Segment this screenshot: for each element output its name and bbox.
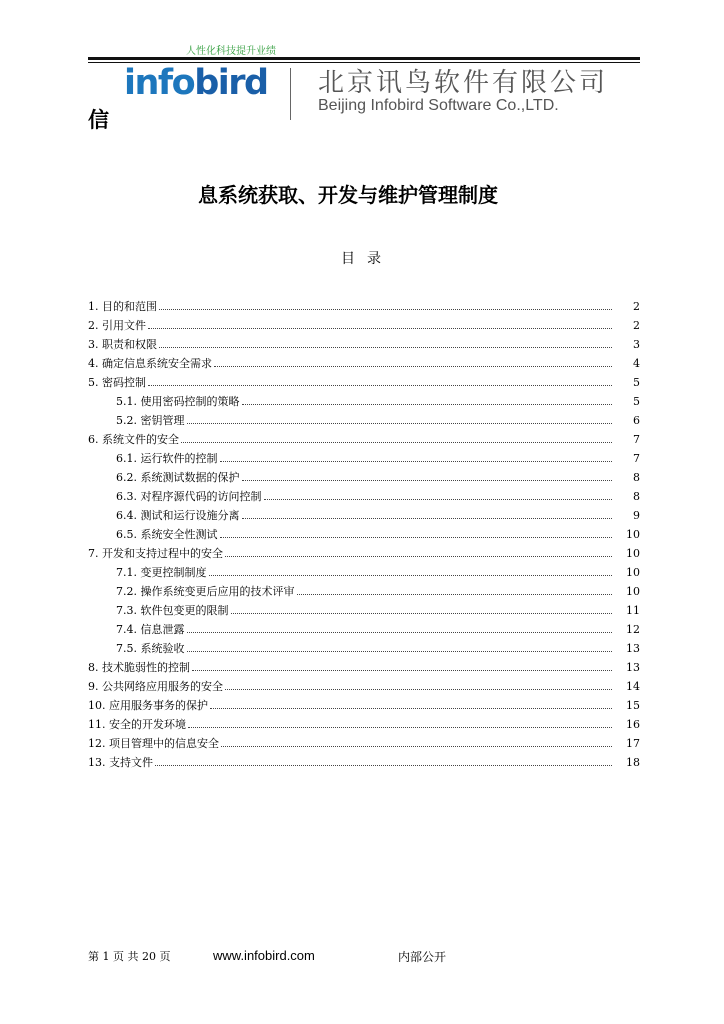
toc-leader-dots [225, 556, 612, 557]
toc-entry-page: 10 [626, 566, 640, 579]
toc-leader-dots [159, 309, 612, 310]
toc-leader-dots [148, 385, 612, 386]
toc-leader-dots [225, 689, 612, 690]
toc-leader-dots [214, 366, 612, 367]
toc-entry[interactable] [88, 332, 640, 351]
toc-entry-page: 16 [626, 718, 640, 731]
toc-leader-dots [297, 594, 613, 595]
company-name-cn: 北京讯鸟软件有限公司 [318, 68, 609, 98]
toc-entry-page: 14 [626, 680, 640, 693]
toc-entry[interactable] [88, 636, 640, 655]
toc-entry[interactable] [88, 674, 640, 693]
toc-entry[interactable] [88, 294, 640, 313]
toc-entry-text: 7.2. 操作系统变更后应用的技术评审 [116, 585, 295, 598]
toc-entry-page: 10 [626, 585, 640, 598]
toc-entry-text: 5.2. 密钥管理 [116, 414, 185, 427]
toc-leader-dots [187, 632, 613, 633]
toc-entry-text: 7.4. 信息泄露 [116, 623, 185, 636]
toc-entry[interactable] [88, 503, 640, 522]
toc-entry[interactable] [88, 522, 640, 541]
toc-entry-page: 17 [626, 737, 640, 750]
toc-entry-text: 7.3. 软件包变更的限制 [116, 604, 229, 617]
header-slogan: 人性化科技提升业绩 [186, 46, 276, 57]
header-rule-thick [88, 57, 640, 60]
toc-leader-dots [192, 670, 612, 671]
toc-leader-dots [209, 575, 613, 576]
toc-leader-dots [148, 328, 612, 329]
toc-entry[interactable] [88, 541, 640, 560]
toc-entry-text: 7.1. 变更控制制度 [116, 566, 207, 579]
toc-entry-text: 10. 应用服务事务的保护 [88, 699, 208, 712]
toc-entry-page: 8 [633, 471, 640, 484]
toc-entry-page: 9 [633, 509, 640, 522]
toc-leader-dots [188, 727, 612, 728]
toc-entry-page: 5 [633, 376, 640, 389]
toc-entry-page: 10 [626, 528, 640, 541]
toc-entry-page: 7 [633, 433, 640, 446]
toc-entry-text: 6.4. 测试和运行设施分离 [116, 509, 240, 522]
toc-entry-text: 9. 公共网络应用服务的安全 [88, 680, 223, 693]
header-divider [290, 68, 291, 120]
logo-info-text: info [124, 63, 195, 103]
toc-entry[interactable] [88, 465, 640, 484]
document-title: 息系统获取、开发与维护管理制度 [198, 183, 498, 207]
toc-entry-page: 5 [633, 395, 640, 408]
toc-leader-dots [242, 404, 613, 405]
toc-entry-page: 10 [626, 547, 640, 560]
toc-entry[interactable] [88, 579, 640, 598]
toc-entry-page: 2 [633, 300, 640, 313]
toc-entry-text: 8. 技术脆弱性的控制 [88, 661, 190, 674]
toc-entry[interactable] [88, 712, 640, 731]
toc-leader-dots [210, 708, 612, 709]
toc-entry[interactable] [88, 351, 640, 370]
toc-entry-text: 1. 目的和范围 [88, 300, 157, 313]
footer-classification: 内部公开 [398, 950, 447, 964]
toc-entry-text: 11. 安全的开发环境 [88, 718, 186, 731]
toc-entry[interactable] [88, 427, 640, 446]
toc-entry-page: 7 [633, 452, 640, 465]
title-first-char: 信 [88, 108, 109, 132]
toc-leader-dots [159, 347, 612, 348]
toc-entry[interactable] [88, 731, 640, 750]
toc-entry-text: 7. 开发和支持过程中的安全 [88, 547, 223, 560]
toc-leader-dots [220, 537, 613, 538]
table-of-contents [88, 294, 640, 769]
infobird-logo [124, 63, 268, 103]
toc-entry-text: 4. 确定信息系统安全需求 [88, 357, 212, 370]
toc-leader-dots [242, 480, 613, 481]
toc-entry-text: 12. 项目管理中的信息安全 [88, 737, 219, 750]
toc-leader-dots [220, 461, 613, 462]
toc-entry-page: 3 [633, 338, 640, 351]
toc-entry[interactable] [88, 693, 640, 712]
toc-entry[interactable] [88, 617, 640, 636]
toc-entry-text: 5. 密码控制 [88, 376, 146, 389]
toc-entry-page: 2 [633, 319, 640, 332]
toc-heading: 目录 [341, 251, 393, 267]
toc-entry[interactable] [88, 389, 640, 408]
toc-entry-text: 6.2. 系统测试数据的保护 [116, 471, 240, 484]
toc-leader-dots [221, 746, 612, 747]
toc-entry-page: 8 [633, 490, 640, 503]
toc-leader-dots [155, 765, 612, 766]
toc-entry-page: 12 [626, 623, 640, 636]
toc-entry-page: 15 [626, 699, 640, 712]
toc-leader-dots [264, 499, 613, 500]
toc-entry-text: 6.3. 对程序源代码的访问控制 [116, 490, 262, 503]
toc-entry[interactable] [88, 655, 640, 674]
toc-entry-text: 2. 引用文件 [88, 319, 146, 332]
toc-entry[interactable] [88, 598, 640, 617]
toc-entry-text: 5.1. 使用密码控制的策略 [116, 395, 240, 408]
toc-leader-dots [187, 651, 613, 652]
toc-entry-text: 13. 支持文件 [88, 756, 153, 769]
toc-entry-page: 13 [626, 661, 640, 674]
toc-leader-dots [231, 613, 613, 614]
toc-entry[interactable] [88, 560, 640, 579]
toc-entry-page: 18 [626, 756, 640, 769]
toc-entry-page: 6 [633, 414, 640, 427]
toc-entry-text: 7.5. 系统验收 [116, 642, 185, 655]
toc-entry[interactable] [88, 313, 640, 332]
toc-entry-text: 6.1. 运行软件的控制 [116, 452, 218, 465]
footer-url[interactable]: www.infobird.com [213, 948, 315, 963]
footer-page-info: 第 1 页 共 20 页 [88, 950, 171, 963]
toc-entry[interactable] [88, 370, 640, 389]
company-name-en: Beijing Infobird Software Co.,LTD. [318, 97, 559, 114]
logo-bird-text: bird [194, 63, 268, 103]
toc-entry-text: 3. 职责和权限 [88, 338, 157, 351]
toc-entry[interactable] [88, 446, 640, 465]
toc-leader-dots [187, 423, 613, 424]
toc-entry-page: 11 [626, 604, 640, 617]
toc-entry-text: 6. 系统文件的安全 [88, 433, 179, 446]
toc-leader-dots [242, 518, 613, 519]
toc-entry-page: 4 [633, 357, 640, 370]
toc-entry-text: 6.5. 系统安全性测试 [116, 528, 218, 541]
toc-entry[interactable] [88, 408, 640, 427]
toc-entry[interactable] [88, 750, 640, 769]
toc-leader-dots [181, 442, 612, 443]
toc-entry-page: 13 [626, 642, 640, 655]
toc-entry[interactable] [88, 484, 640, 503]
